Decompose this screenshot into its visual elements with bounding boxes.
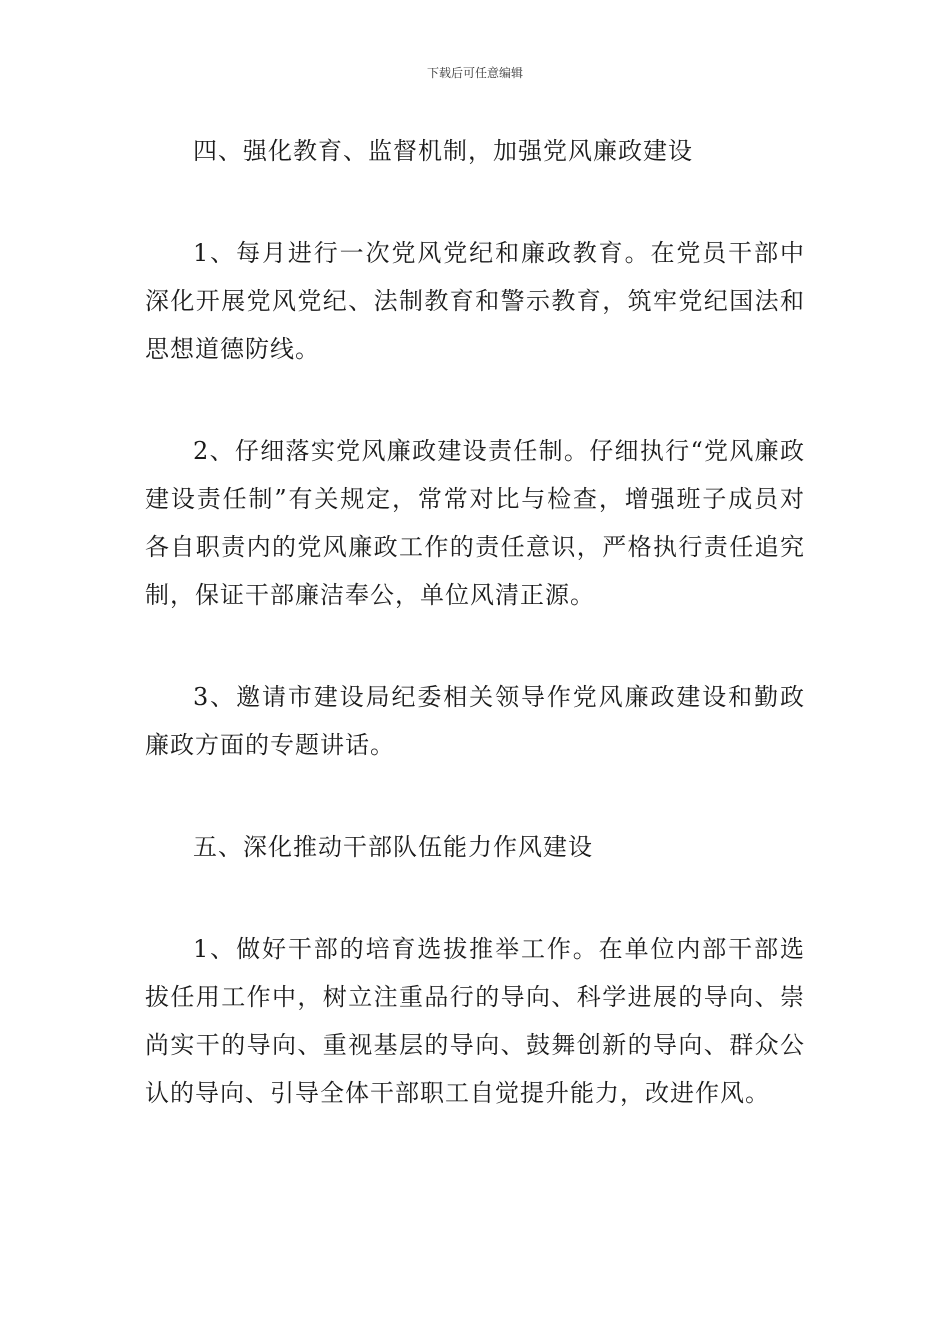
paragraph-gap (145, 769, 805, 823)
paragraph-5-1: 1、做好干部的培育选拔推举工作。在单位内部干部选拔任用工作中，树立注重品行的导向、科学进展的导向、崇尚实干的导向、重视基层的导向、鼓舞创新的导向、群众公认的导向、引导全体干部职工自觉提升能力，改进作风。 (145, 935, 805, 1107)
header-note: 下载后可任意编辑 (426, 66, 523, 80)
document-body (145, 127, 805, 1117)
paragraph-4-3: 3、邀请市建设局纪委相关领导作党风廉政建设和勤政廉政方面的专题讲话。 (145, 683, 805, 759)
section-heading-5: 五、深化推动干部队伍能力作风建设 (193, 833, 593, 861)
paragraph-gap (145, 373, 805, 427)
paragraph-gap (145, 619, 805, 673)
paragraph-gap (145, 871, 805, 925)
paragraph-gap (145, 175, 805, 229)
paragraph-4-2: 2、仔细落实党风廉政建设责任制。仔细执行“党风廉政建设责任制”有关规定，常常对比与检查，增强班子成员对各自职责内的党风廉政工作的责任意识，严格执行责任追究制，保证干部廉洁奉公，单位风清正源。 (145, 437, 805, 609)
section-heading-4: 四、强化教育、监督机制，加强党风廉政建设 (193, 137, 693, 165)
paragraph-4-1: 1、每月进行一次党风党纪和廉政教育。在党员干部中深化开展党风党纪、法制教育和警示教育，筑牢党纪国法和思想道德防线。 (145, 239, 805, 363)
